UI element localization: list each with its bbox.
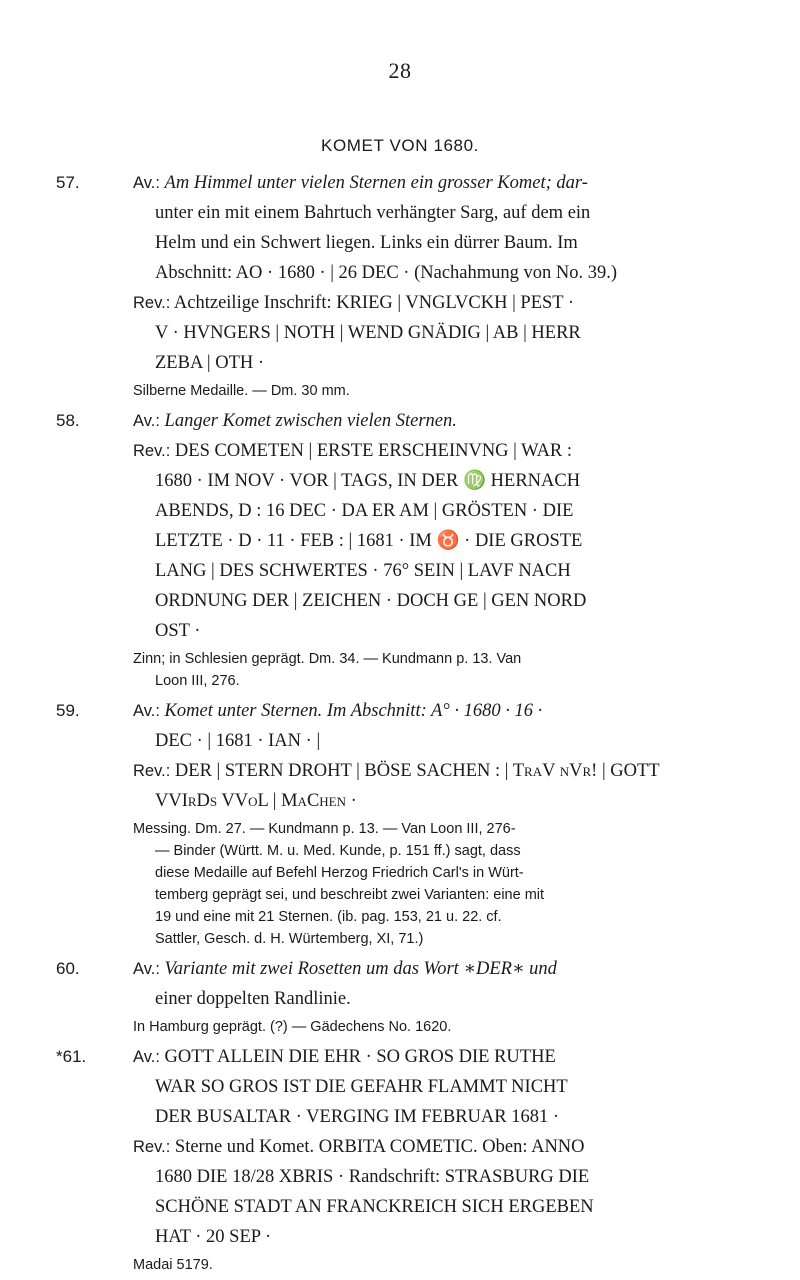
- entry-note: Madai 5179.: [133, 1257, 213, 1273]
- obverse-line: Av.: Am Himmel unter vielen Sternen ein grosser Komet; dar-: [133, 173, 588, 193]
- obverse-line: Av.: Langer Komet zwischen vielen Sternen.: [133, 411, 457, 431]
- reverse-line: LETZTE · D · 11 · FEB : | 1681 · IM ♉ · DIE GROSTE: [155, 531, 583, 551]
- reverse-line: V · HVNGERS | NOTH | WEND GNÄDIG | AB | HERR: [155, 323, 581, 343]
- obverse-line: WAR SO GROS IST DIE GEFAHR FLAMMT NICHT: [155, 1077, 568, 1097]
- entry-number: 58.: [56, 411, 80, 430]
- obverse-label: Av.:: [133, 702, 160, 720]
- obverse-line: einer doppelten Randlinie.: [155, 989, 351, 1009]
- reverse-line: ZEBA | OTH ·: [155, 353, 265, 373]
- obverse-line: Av.: Komet unter Sternen. Im Abschnitt: A° · 1680 · 16 ·: [133, 701, 543, 721]
- entry-59: [0, 696, 800, 950]
- reverse-label: Rev.:: [133, 1138, 171, 1156]
- obverse-label: Av.:: [133, 1048, 160, 1066]
- obverse-line: unter ein mit einem Bahrtuch verhängter Sarg, auf dem ein: [155, 203, 591, 223]
- reverse-line: VVIrDs VVoL | MaChen ·: [155, 791, 357, 811]
- obverse-line: Av.: GOTT ALLEIN DIE EHR · SO GROS DIE RUTHE: [133, 1047, 556, 1067]
- entry-number: 60.: [56, 959, 80, 978]
- entry-number: *61.: [56, 1047, 87, 1066]
- reverse-line: ABENDS, D : 16 DEC · DA ER AM | GRÖSTEN · DIE: [155, 501, 574, 521]
- reverse-line: Rev.: DES COMETEN | ERSTE ERSCHEINVNG | WAR :: [133, 441, 573, 461]
- obverse-label: Av.:: [133, 412, 160, 430]
- entry-note: Messing. Dm. 27. — Kundmann p. 13. — Van Loon III, 276- — Binder (Württ. M. u. Med. Kunde, p. 151 ff.) sagt, dass diese Medaille auf Befehl Herzog Friedrich Carl's in Würt- temberg geprägt sei, und beschreibt zwei Varianten: eine mit 19 und eine mit 21 Sternen. (ib. pag. 153, 21 u. 22. cf. Sattler, Gesch. d. H. Würtemberg, XI, 71.): [133, 821, 545, 947]
- reverse-line: LANG | DES SCHWERTES · 76° SEIN | LAVF NACH: [155, 561, 571, 581]
- obverse-line: Abschnitt: AO · 1680 · | 26 DEC · (Nachahmung von No. 39.): [155, 263, 618, 283]
- entry-58: [0, 406, 800, 692]
- reverse-line: Rev.: DER | STERN DROHT | BÖSE SACHEN : | TraV nVr! | GOTT: [133, 761, 660, 781]
- page-title: KOMET VON 1680.: [321, 136, 479, 155]
- entry-note: Zinn; in Schlesien geprägt. Dm. 34. — Kundmann p. 13. Van Loon III, 276.: [133, 651, 522, 689]
- reverse-line: Rev.: Sterne und Komet. ORBITA COMETIC. Oben: ANNO: [133, 1137, 585, 1157]
- entry-61: [0, 1042, 800, 1276]
- obverse-line: DEC · | 1681 · IAN · |: [155, 731, 321, 751]
- reverse-line: 1680 · IM NOV · VOR | TAGS, IN DER ♍ HERNACH: [155, 471, 581, 491]
- entry-60: [0, 954, 800, 1038]
- reverse-label: Rev.:: [133, 762, 171, 780]
- obverse-label: Av.:: [133, 174, 160, 192]
- reverse-label: Rev.:: [133, 442, 171, 460]
- reverse-line: 1680 DIE 18/28 XBRIS · Randschrift: STRASBURG DIE: [155, 1167, 590, 1187]
- entries-list: [0, 168, 800, 1280]
- reverse-label: Rev.:: [133, 294, 171, 312]
- entry-number: 59.: [56, 701, 80, 720]
- page-number: 28: [388, 58, 412, 83]
- obverse-label: Av.:: [133, 960, 160, 978]
- entry-note: In Hamburg geprägt. (?) — Gädechens No. 1620.: [133, 1019, 452, 1035]
- reverse-line: SCHÖNE STADT AN FRANCKREICH SICH ERGEBEN: [155, 1197, 594, 1217]
- reverse-line: HAT · 20 SEP ·: [155, 1227, 272, 1247]
- reverse-line: OST ·: [155, 621, 201, 641]
- entry-57: [0, 168, 800, 402]
- entry-note: Silberne Medaille. — Dm. 30 mm.: [133, 383, 350, 399]
- entry-number: 57.: [56, 173, 80, 192]
- obverse-line: DER BUSALTAR · VERGING IM FEBRUAR 1681 ·: [155, 1107, 560, 1127]
- reverse-line: Rev.: Achtzeilige Inschrift: KRIEG | VNGLVCKH | PEST ·: [133, 293, 575, 313]
- reverse-line: ORDNUNG DER | ZEICHEN · DOCH GE | GEN NORD: [155, 591, 587, 611]
- obverse-line: Av.: Variante mit zwei Rosetten um das Wort ∗DER∗ und: [133, 959, 557, 979]
- obverse-line: Helm und ein Schwert liegen. Links ein dürrer Baum. Im: [155, 233, 578, 253]
